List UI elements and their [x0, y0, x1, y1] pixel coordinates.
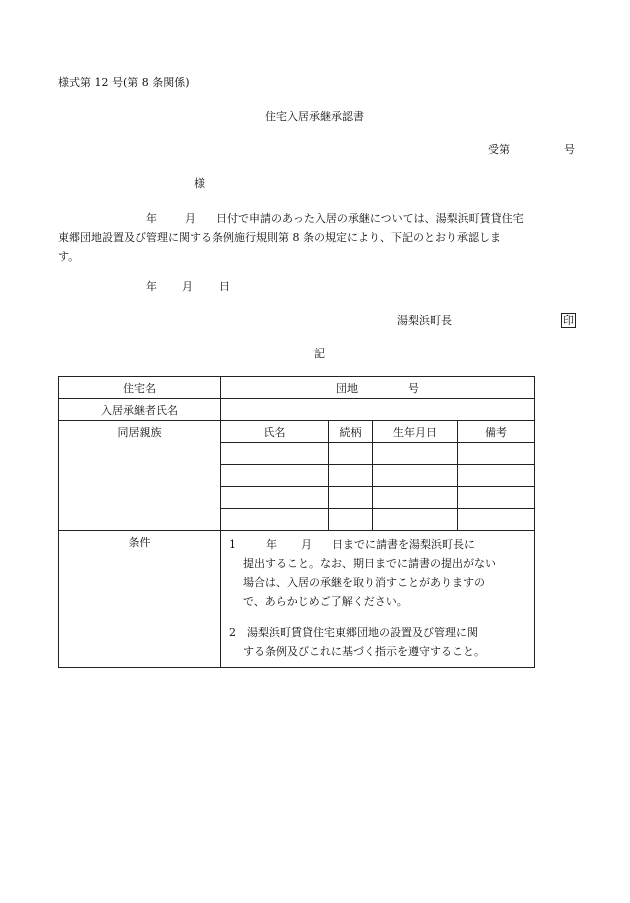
- condition-1-line-4: で、あらかじめご了解ください。: [243, 595, 408, 608]
- date-day: 日: [219, 280, 230, 293]
- reception-prefix: 受第: [488, 143, 510, 156]
- issuer-name: 湯梨浜町長: [397, 314, 452, 327]
- seal-mark: 印: [563, 314, 574, 327]
- date-year: 年: [146, 280, 157, 293]
- condition-1-line-2: 提出すること。なお、期日までに請書の提出がない: [243, 557, 496, 570]
- conditions-row: [59, 531, 535, 668]
- condition-1-line-1: 1 年 月 日までに請書を湯梨浜町長に: [229, 538, 475, 551]
- successor-row: [59, 399, 535, 421]
- condition-2-line-2: する条例及びこれに基づく指示を遵守すること。: [243, 645, 485, 658]
- conditions-label: 条件: [59, 531, 221, 668]
- conditions-content: [221, 531, 535, 668]
- housing-danchi: 団地: [336, 381, 358, 395]
- ki-heading: 記: [314, 347, 325, 360]
- successor-value: [221, 399, 535, 421]
- body-paragraph: [58, 209, 578, 266]
- family-header-row: [59, 421, 535, 443]
- form-number: 様式第 12 号(第 8 条関係): [58, 76, 190, 89]
- body-line-1: [58, 209, 578, 228]
- family-header-relation: 続柄: [329, 421, 373, 443]
- housing-row: [59, 377, 535, 399]
- condition-1-line-3: 場合は、入居の承継を取り消すことがありますの: [243, 576, 485, 589]
- successor-label: 入居承継者氏名: [59, 399, 221, 421]
- approval-table: [58, 376, 535, 668]
- housing-go: 号: [408, 381, 419, 395]
- condition-2-line-1: 2 湯梨浜町賃貸住宅東郷団地の設置及び管理に関: [229, 626, 478, 639]
- body-month: 月: [185, 212, 196, 225]
- housing-value: [221, 377, 535, 399]
- date-month: 月: [182, 280, 193, 293]
- document-title: 住宅入居承継承認書: [265, 110, 364, 123]
- body-line-3: す。: [58, 250, 80, 263]
- body-line-2: 東郷団地設置及び管理に関する条例施行規則第 8 条の規定により、下記のとおり承認しま: [58, 231, 501, 244]
- family-header-remarks: 備考: [458, 421, 535, 443]
- family-header-name: 氏名: [221, 421, 329, 443]
- housing-label: 住宅名: [59, 377, 221, 399]
- body-year: 年: [146, 212, 157, 225]
- body-line1-rest: 日付で申請のあった入居の承継については、湯梨浜町賃貸住宅: [216, 212, 524, 225]
- family-header-birthdate: 生年月日: [373, 421, 458, 443]
- family-label: 同居親族: [59, 421, 221, 531]
- recipient-honorific: 様: [194, 177, 205, 190]
- reception-suffix: 号: [564, 143, 575, 156]
